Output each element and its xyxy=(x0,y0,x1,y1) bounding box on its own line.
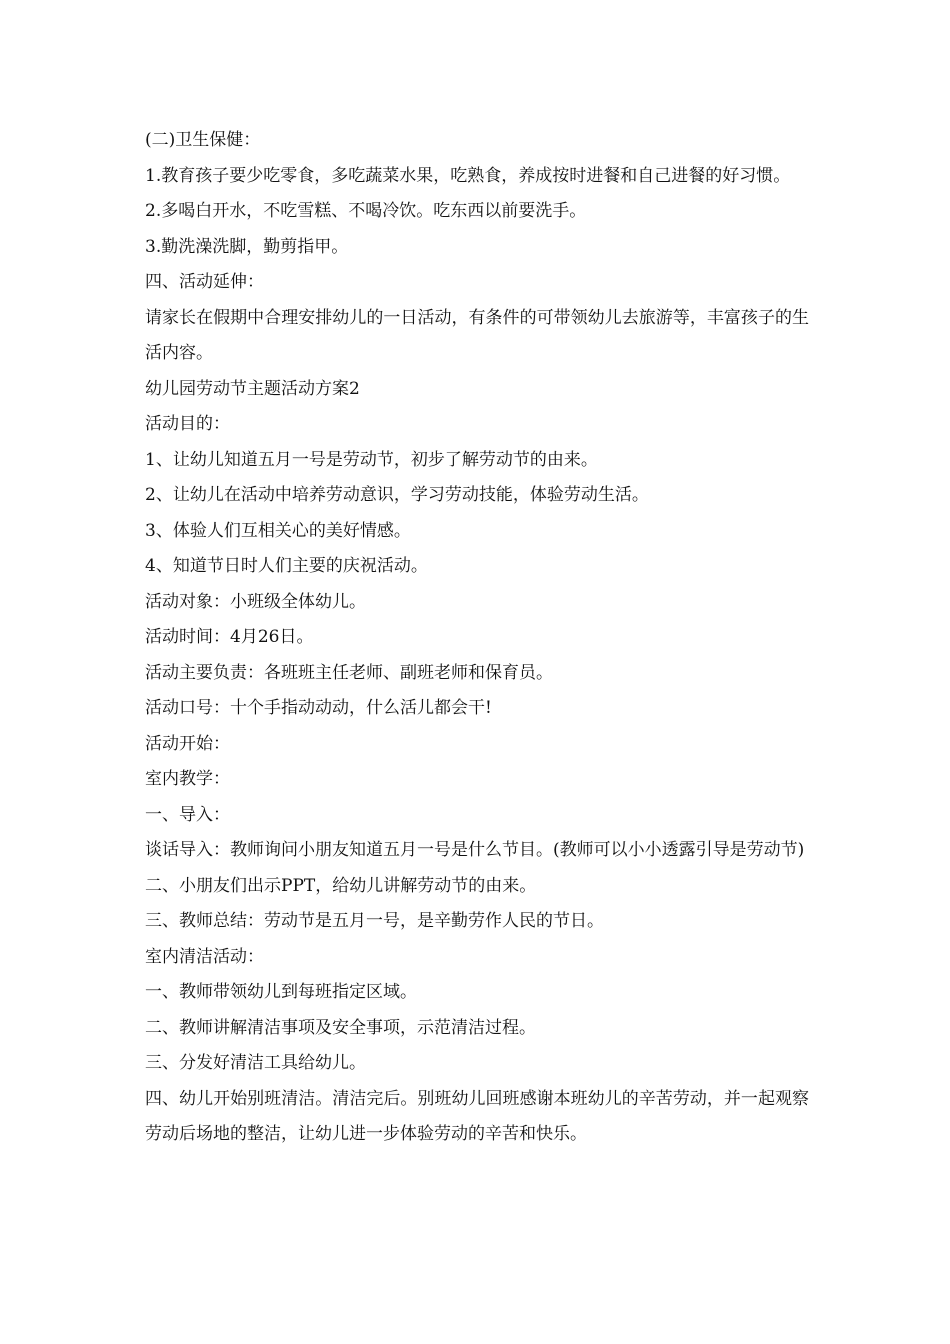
paragraph-responsible: 活动主要负责：各班班主任老师、副班老师和保育员。 xyxy=(145,662,553,683)
paragraph-intro-heading: 一、导入： xyxy=(145,804,230,825)
paragraph-participants: 活动对象：小班级全体幼儿。 xyxy=(145,591,366,612)
paragraph-intro-text: 谈话导入：教师询问小朋友知道五月一号是什么节目。(教师可以小小透露引导是劳动节) xyxy=(145,840,805,860)
paragraph-goal-4: 4、知道节日时人们主要的庆祝活动。 xyxy=(145,556,428,576)
paragraph-cleaning-heading: 室内清洁活动： xyxy=(145,946,264,967)
paragraph-hygiene-item-1: 1.教育孩子要少吃零食，多吃蔬菜水果，吃熟食，养成按时进餐和自己进餐的好习惯。 xyxy=(145,165,791,186)
document-body xyxy=(145,123,809,1153)
paragraph-cleaning-step-2: 二、教师讲解清洁事项及安全事项，示范清洁过程。 xyxy=(145,1017,536,1038)
paragraph-extension-heading: 四、活动延伸： xyxy=(145,272,264,292)
paragraph-cleaning-step-4: 四、幼儿开始别班清洁。清洁完后。别班幼儿回班感谢本班幼儿的辛苦劳动，并一起观察劳动后场地的整洁，让幼儿进一步体验劳动的辛苦和快乐。 xyxy=(145,1088,809,1144)
paragraph-hygiene-item-2: 2.多喝白开水，不吃雪糕、不喝冷饮。吃东西以前要洗手。 xyxy=(145,201,587,221)
paragraph-goal-2: 2、让幼儿在活动中培养劳动意识，学习劳动技能，体验劳动生活。 xyxy=(145,485,649,505)
paragraph-indoor-teaching-heading: 室内教学： xyxy=(145,769,230,789)
paragraph-extension-text: 请家长在假期中合理安排幼儿的一日活动，有条件的可带领幼儿去旅游等，丰富孩子的生活内容。 xyxy=(145,307,809,363)
paragraph-date: 活动时间：4月26日。 xyxy=(145,627,314,647)
paragraph-plan-2-title: 幼儿园劳动节主题活动方案2 xyxy=(145,378,360,399)
paragraph-goal-3: 3、体验人们互相关心的美好情感。 xyxy=(145,520,411,541)
paragraph-goals-heading: 活动目的： xyxy=(145,414,230,434)
paragraph-cleaning-step-1: 一、教师带领幼儿到每班指定区域。 xyxy=(145,982,417,1002)
paragraph-hygiene-item-3: 3.勤洗澡洗脚，勤剪指甲。 xyxy=(145,236,349,257)
paragraph-hygiene-heading: (二)卫生保健： xyxy=(145,130,261,150)
paragraph-goal-1: 1、让幼儿知道五月一号是劳动节，初步了解劳动节的由来。 xyxy=(145,449,598,470)
paragraph-slogan: 活动口号：十个手指动动动，什么活儿都会干! xyxy=(145,698,492,718)
paragraph-teaching-step-3: 三、教师总结：劳动节是五月一号，是辛勤劳作人民的节日。 xyxy=(145,911,604,931)
paragraph-teaching-step-2: 二、小朋友们出示PPT，给幼儿讲解劳动节的由来。 xyxy=(145,875,537,896)
paragraph-cleaning-step-3: 三、分发好清洁工具给幼儿。 xyxy=(145,1053,366,1073)
paragraph-start-heading: 活动开始： xyxy=(145,733,230,754)
